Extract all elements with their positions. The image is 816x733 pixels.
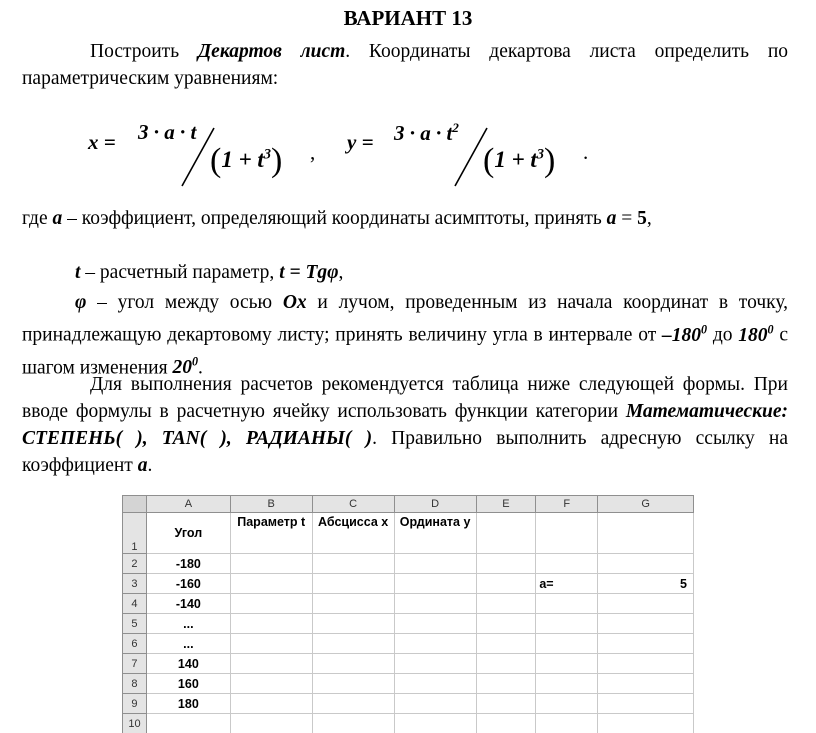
cell bbox=[312, 674, 394, 694]
formula-y-exp: 2 bbox=[452, 120, 459, 135]
cell bbox=[476, 674, 536, 694]
formula-x-tail: , bbox=[310, 140, 316, 164]
coef-value-cell: 5 bbox=[598, 574, 694, 594]
column-header-row bbox=[123, 496, 694, 513]
cell bbox=[598, 714, 694, 733]
cell bbox=[536, 513, 598, 554]
phi-p1: – угол между осью bbox=[86, 292, 283, 313]
col-header-c: C bbox=[312, 496, 394, 513]
sheet-corner bbox=[123, 496, 147, 513]
cell bbox=[598, 614, 694, 634]
where-var2: a bbox=[606, 208, 617, 229]
col-header-b: B bbox=[230, 496, 312, 513]
cell bbox=[536, 634, 598, 654]
header-abscissa: Абсцисса x bbox=[312, 513, 394, 554]
intro-post: . Координаты декартова листа определить по параметрическим уравнениям: bbox=[22, 41, 789, 89]
formula-y-lhs: y = bbox=[347, 130, 374, 154]
angle-cell: -140 bbox=[146, 594, 230, 614]
cell bbox=[230, 634, 312, 654]
formula-x bbox=[88, 118, 328, 193]
cell bbox=[230, 694, 312, 714]
row-header: 6 bbox=[123, 634, 147, 654]
calc-paragraph bbox=[22, 371, 788, 479]
cell bbox=[476, 513, 536, 554]
cell bbox=[394, 594, 476, 614]
row-header: 3 bbox=[123, 574, 147, 594]
formula-x-numerator: 3 · a · t bbox=[138, 120, 197, 144]
calc-category: Математические: СТЕПЕНЬ( ), TAN( ), РАДИАНЫ( ) bbox=[22, 401, 788, 449]
phi-step-deg: 0 bbox=[191, 354, 198, 369]
formula-x-lhs: x = bbox=[88, 130, 116, 154]
cell bbox=[230, 714, 312, 733]
cell bbox=[476, 634, 536, 654]
phi-var: φ bbox=[75, 292, 87, 313]
phi-paragraph bbox=[22, 289, 788, 381]
cell bbox=[536, 674, 598, 694]
cell bbox=[476, 554, 536, 574]
formula-y-numerator: 3 · a · t bbox=[394, 121, 453, 145]
cell bbox=[312, 594, 394, 614]
formula-y-den-close: ) bbox=[543, 142, 556, 179]
intro-pre: Построить bbox=[90, 41, 198, 62]
where-pre: где bbox=[22, 208, 53, 229]
calc-p1: Для выполнения расчетов рекомендуется таблица ниже следующей формы. При вводе формулы в расчетную ячейку использовать функции категории bbox=[22, 374, 788, 422]
formula-y-tail: . bbox=[583, 140, 589, 164]
cell bbox=[598, 513, 694, 554]
col-header-d: D bbox=[394, 496, 476, 513]
where-end: , bbox=[646, 208, 652, 229]
cell bbox=[598, 594, 694, 614]
cell bbox=[394, 574, 476, 594]
angle-cell: 140 bbox=[146, 654, 230, 674]
intro-paragraph bbox=[22, 38, 788, 92]
spreadsheet-table bbox=[122, 495, 694, 733]
sheet-row bbox=[123, 654, 694, 674]
cell bbox=[476, 694, 536, 714]
where-paragraph bbox=[22, 205, 788, 232]
formula-x-den-exp: 3 bbox=[263, 146, 271, 163]
cell bbox=[598, 654, 694, 674]
phi-to-deg: 0 bbox=[767, 322, 774, 336]
cell bbox=[230, 614, 312, 634]
sheet-row bbox=[123, 513, 694, 554]
cell bbox=[312, 694, 394, 714]
phi-p4: с шагом изменения bbox=[22, 324, 789, 378]
page-title: ВАРИАНТ 13 bbox=[343, 6, 473, 30]
cell bbox=[312, 574, 394, 594]
row-header: 8 bbox=[123, 674, 147, 694]
where-var: a bbox=[52, 208, 63, 229]
formula-x-den-open: ( bbox=[210, 142, 222, 179]
header-ordinate: Ордината y bbox=[394, 513, 476, 554]
sheet-row bbox=[123, 574, 694, 594]
cell bbox=[598, 554, 694, 574]
cell bbox=[598, 634, 694, 654]
t-line bbox=[75, 259, 343, 286]
cell bbox=[230, 574, 312, 594]
cell bbox=[230, 594, 312, 614]
row-header: 2 bbox=[123, 554, 147, 574]
cell bbox=[598, 694, 694, 714]
formula-y-den-body: 1 + t bbox=[494, 147, 537, 172]
header-param: Параметр t bbox=[230, 513, 312, 554]
sheet-row bbox=[123, 714, 694, 733]
cell bbox=[230, 654, 312, 674]
angle-cell: 180 bbox=[146, 694, 230, 714]
cell bbox=[536, 554, 598, 574]
sheet-row bbox=[123, 594, 694, 614]
row-header: 4 bbox=[123, 594, 147, 614]
calc-var: a bbox=[137, 455, 148, 476]
angle-cell: -180 bbox=[146, 554, 230, 574]
calc-end: . bbox=[147, 455, 153, 476]
phi-end: . bbox=[198, 357, 203, 378]
phi-from: –180 bbox=[662, 324, 702, 346]
row-header: 10 bbox=[123, 714, 147, 733]
cell bbox=[230, 554, 312, 574]
cell bbox=[476, 574, 536, 594]
cell bbox=[230, 674, 312, 694]
formula-y bbox=[347, 118, 597, 193]
sheet-row bbox=[123, 634, 694, 654]
phi-p2: и лучом, проведенным из начала координат в точку, принадлежащую декартовому листу; принять величину угла в интервале от bbox=[22, 292, 788, 346]
cell bbox=[476, 654, 536, 674]
phi-from-deg: 0 bbox=[701, 322, 708, 336]
where-mid: – коэффициент, определяющий координаты асимптоты, принять bbox=[62, 208, 607, 229]
cell bbox=[598, 674, 694, 694]
intro-emph: Декартов лист bbox=[197, 41, 346, 62]
row-header: 9 bbox=[123, 694, 147, 714]
spreadsheet-image bbox=[122, 495, 694, 733]
col-header-f: F bbox=[536, 496, 598, 513]
angle-cell: -160 bbox=[146, 574, 230, 594]
sheet-row bbox=[123, 614, 694, 634]
cell bbox=[476, 714, 536, 733]
phi-step: 20 bbox=[172, 357, 192, 378]
phi-p3: до bbox=[707, 324, 739, 346]
angle-cell: ... bbox=[146, 614, 230, 634]
header-angle: Угол bbox=[146, 513, 230, 554]
col-header-e: E bbox=[476, 496, 536, 513]
sheet-row bbox=[123, 694, 694, 714]
phi-axis: Ox bbox=[282, 292, 307, 313]
angle-cell: ... bbox=[146, 634, 230, 654]
cell bbox=[394, 614, 476, 634]
cell bbox=[312, 634, 394, 654]
cell bbox=[394, 634, 476, 654]
coef-label-cell: a= bbox=[536, 574, 598, 594]
t-line-formula: t = Tgφ bbox=[279, 262, 339, 283]
angle-cell: 160 bbox=[146, 674, 230, 694]
cell bbox=[536, 614, 598, 634]
cell bbox=[312, 714, 394, 733]
sheet-row bbox=[123, 554, 694, 574]
cell bbox=[312, 654, 394, 674]
t-line-end: , bbox=[338, 262, 344, 283]
cell bbox=[394, 554, 476, 574]
where-value: 5 bbox=[637, 208, 647, 229]
t-line-var: t bbox=[75, 262, 81, 283]
cell bbox=[394, 714, 476, 733]
where-eq: = bbox=[616, 208, 638, 229]
t-line-mid: – расчетный параметр, bbox=[80, 262, 280, 283]
calc-p2: . Правильно выполнить адресную ссылку на коэффициент bbox=[22, 428, 788, 476]
row-header: 1 bbox=[123, 513, 147, 554]
cell bbox=[536, 714, 598, 733]
cell bbox=[476, 614, 536, 634]
cell bbox=[312, 554, 394, 574]
cell bbox=[394, 694, 476, 714]
formula-y-den-exp: 3 bbox=[536, 146, 544, 163]
cell bbox=[394, 674, 476, 694]
cell bbox=[476, 594, 536, 614]
row-header: 7 bbox=[123, 654, 147, 674]
col-header-a: A bbox=[146, 496, 230, 513]
phi-to: 180 bbox=[738, 324, 768, 346]
sheet-row bbox=[123, 674, 694, 694]
cell bbox=[146, 714, 230, 733]
row-header: 5 bbox=[123, 614, 147, 634]
cell bbox=[536, 694, 598, 714]
col-header-g: G bbox=[598, 496, 694, 513]
formula-x-den-body: 1 + t bbox=[221, 147, 264, 172]
formula-y-den-open: ( bbox=[483, 142, 495, 179]
formula-x-den-close: ) bbox=[270, 142, 283, 179]
cell bbox=[536, 654, 598, 674]
cell bbox=[536, 594, 598, 614]
cell bbox=[312, 614, 394, 634]
cell bbox=[394, 654, 476, 674]
